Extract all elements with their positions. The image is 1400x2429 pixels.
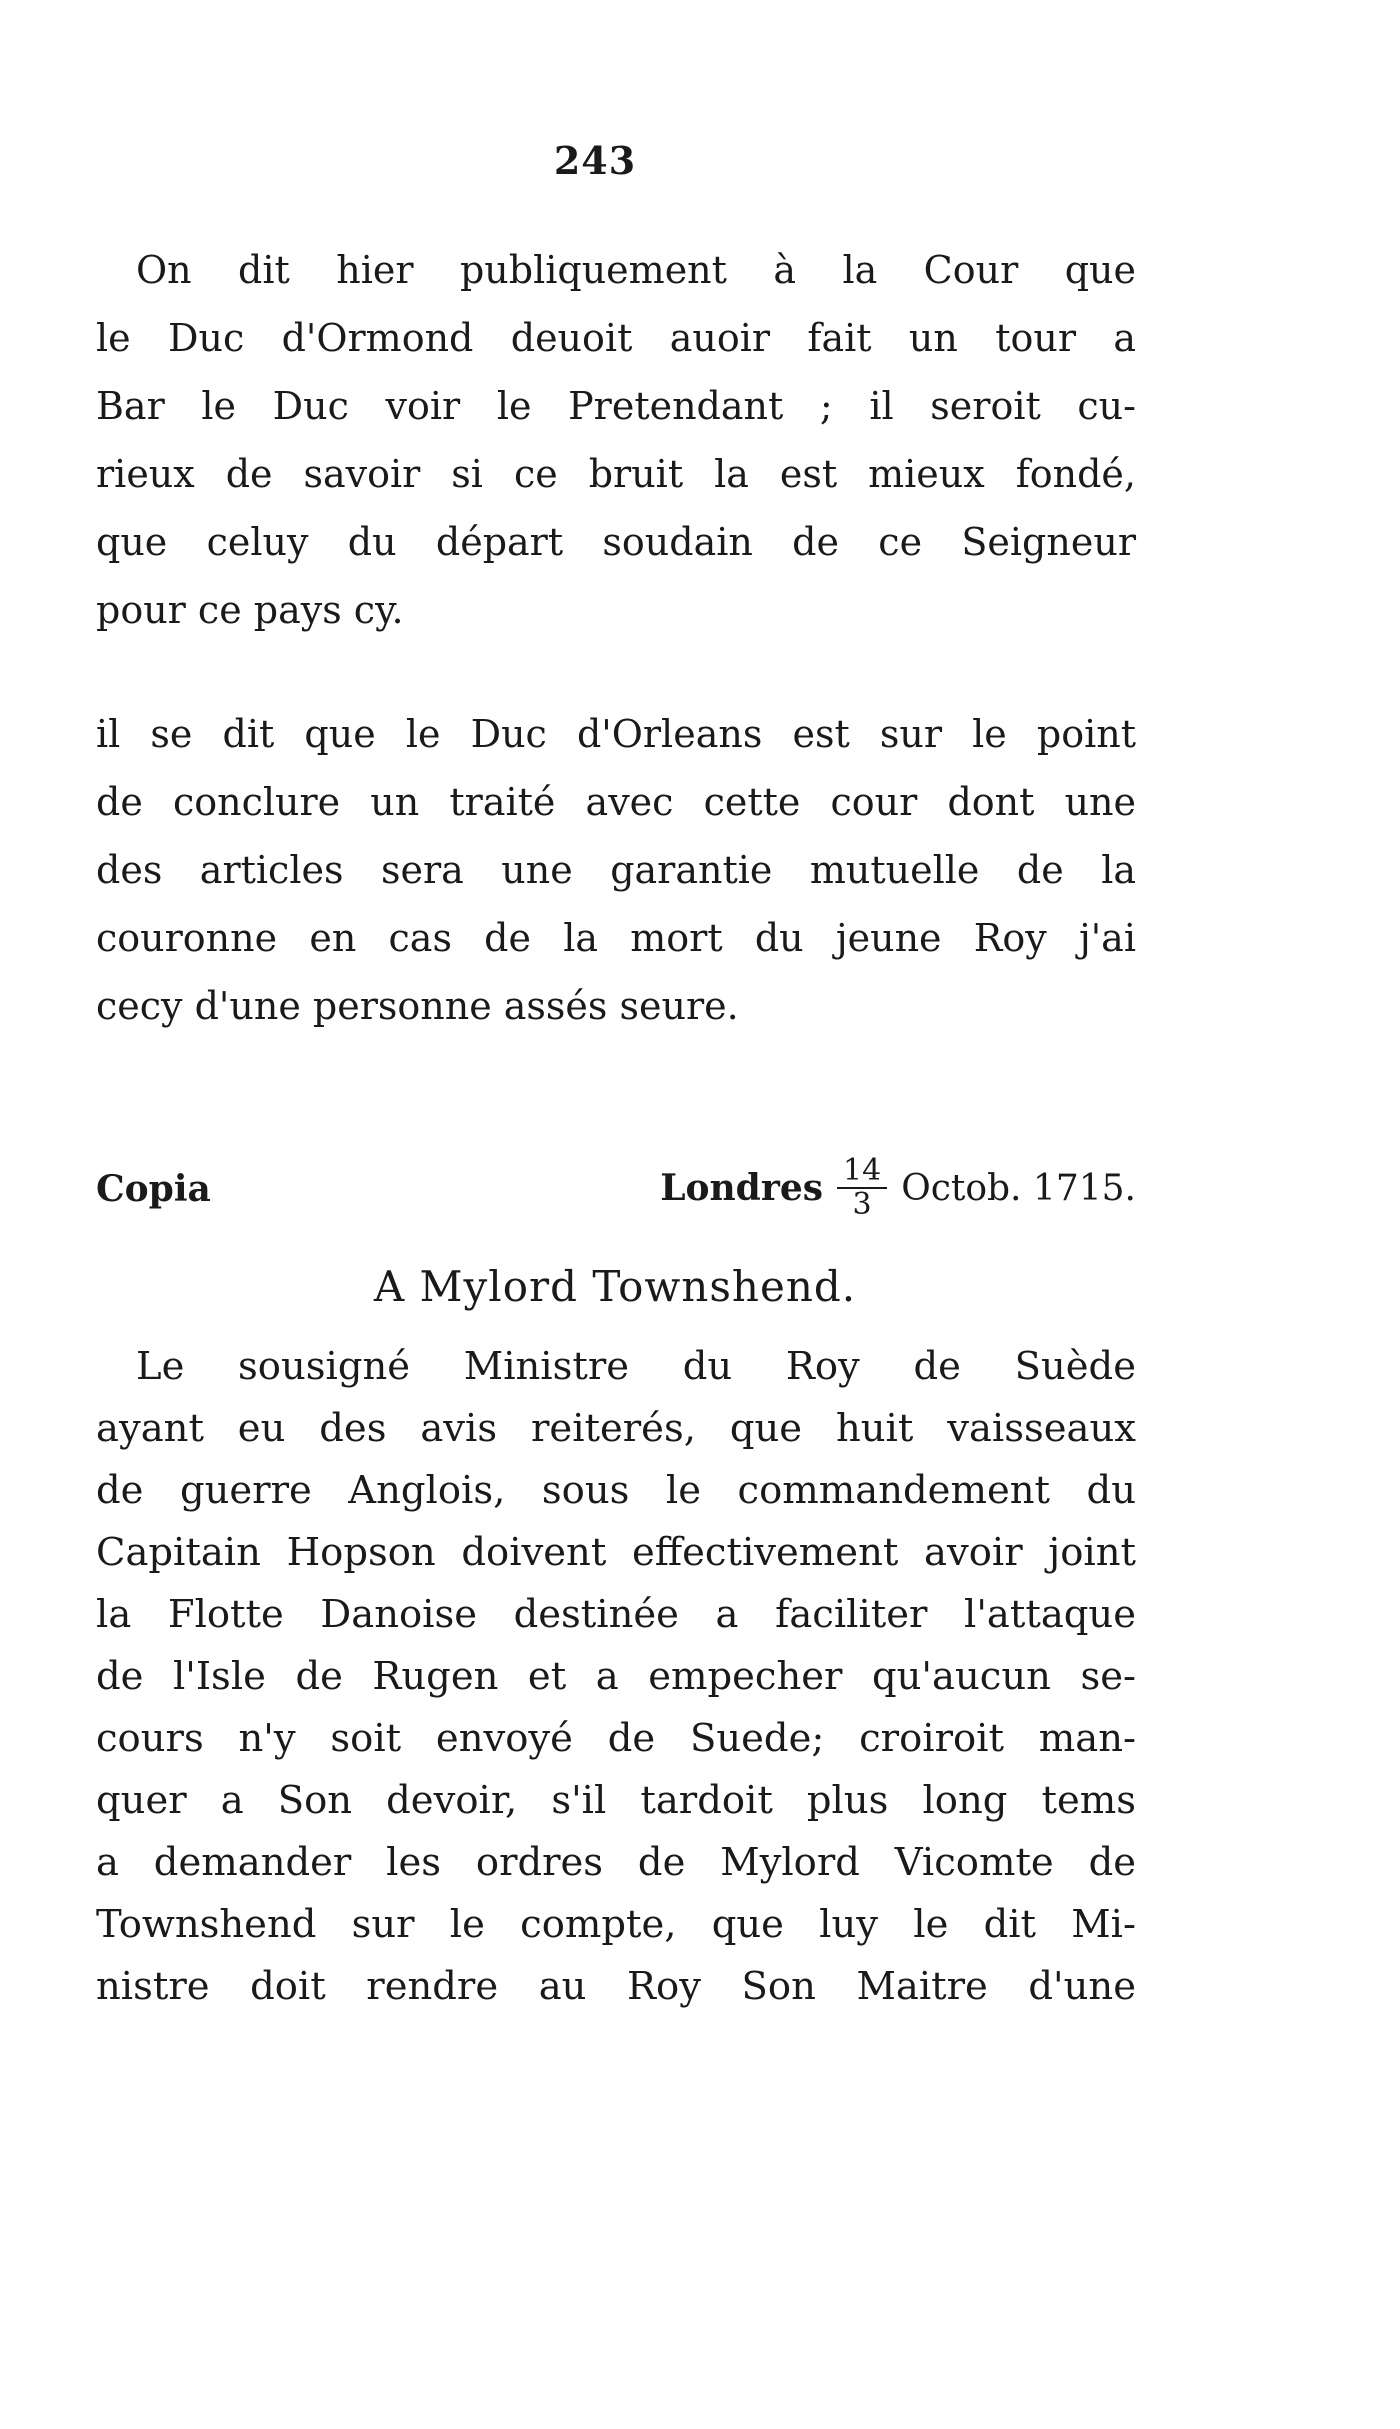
text-line: la Flotte Danoise destinée a faciliter l'attaque: [96, 1592, 1136, 1637]
text-line: il se dit que le Duc d'Orleans est sur le point: [96, 712, 1136, 756]
text-line: rieux de savoir si ce bruit la est mieux fondé,: [96, 452, 1136, 496]
paragraph-orleans-treaty: [96, 700, 1136, 1040]
dateline-city: Londres: [660, 1167, 823, 1209]
text-line: a demander les ordres de Mylord Vicomte de: [96, 1840, 1136, 1885]
dateline: [660, 1148, 1136, 1228]
text-line: Bar le Duc voir le Pretendant ; il seroit cu-: [96, 384, 1136, 428]
dateline-date-fraction: [837, 1155, 887, 1221]
date-numerator: 14: [837, 1155, 887, 1189]
text-line: de guerre Anglois, sous le commandement du: [96, 1468, 1136, 1513]
text-line: Townshend sur le compte, que luy le dit Mi-: [96, 1902, 1136, 1947]
text-line: cours n'y soit envoyé de Suede; croiroit man-: [96, 1716, 1136, 1761]
dateline-month-year: Octob. 1715.: [901, 1167, 1136, 1209]
paragraph-court-news: [96, 236, 1136, 644]
text-line: nistre doit rendre au Roy Son Maitre d'une: [96, 1964, 1136, 2009]
letter-body: [96, 1336, 1136, 2018]
text-line: cecy d'une personne assés seure.: [96, 984, 739, 1028]
text-line: des articles sera une garantie mutuelle de la: [96, 848, 1136, 892]
date-denominator: 3: [852, 1187, 872, 1222]
text-line: pour ce pays cy.: [96, 588, 404, 632]
text-line: On dit hier publiquement à la Cour que: [136, 248, 1136, 292]
text-line: Capitain Hopson doivent effectivement avoir joint: [96, 1530, 1136, 1575]
letter-addressee: A Mylord Townshend.: [373, 1262, 857, 1311]
copy-heading: [96, 1148, 1136, 1228]
text-line: de conclure un traité avec cette cour dont une: [96, 780, 1136, 824]
text-line: Le sousigné Ministre du Roy de Suède: [136, 1344, 1136, 1389]
text-line: ayant eu des avis reiterés, que huit vaisseaux: [96, 1406, 1136, 1451]
text-line: le Duc d'Ormond deuoit auoir fait un tour a: [96, 316, 1136, 360]
text-line: que celuy du départ soudain de ce Seigneur: [96, 520, 1136, 564]
text-line: quer a Son devoir, s'il tardoit plus long tems: [96, 1778, 1136, 1823]
page-number: 243: [553, 138, 637, 183]
text-line: de l'Isle de Rugen et a empecher qu'aucun se-: [96, 1654, 1136, 1699]
text-line: couronne en cas de la mort du jeune Roy j'ai: [96, 916, 1136, 960]
copia-label: Copia: [96, 1168, 211, 1210]
